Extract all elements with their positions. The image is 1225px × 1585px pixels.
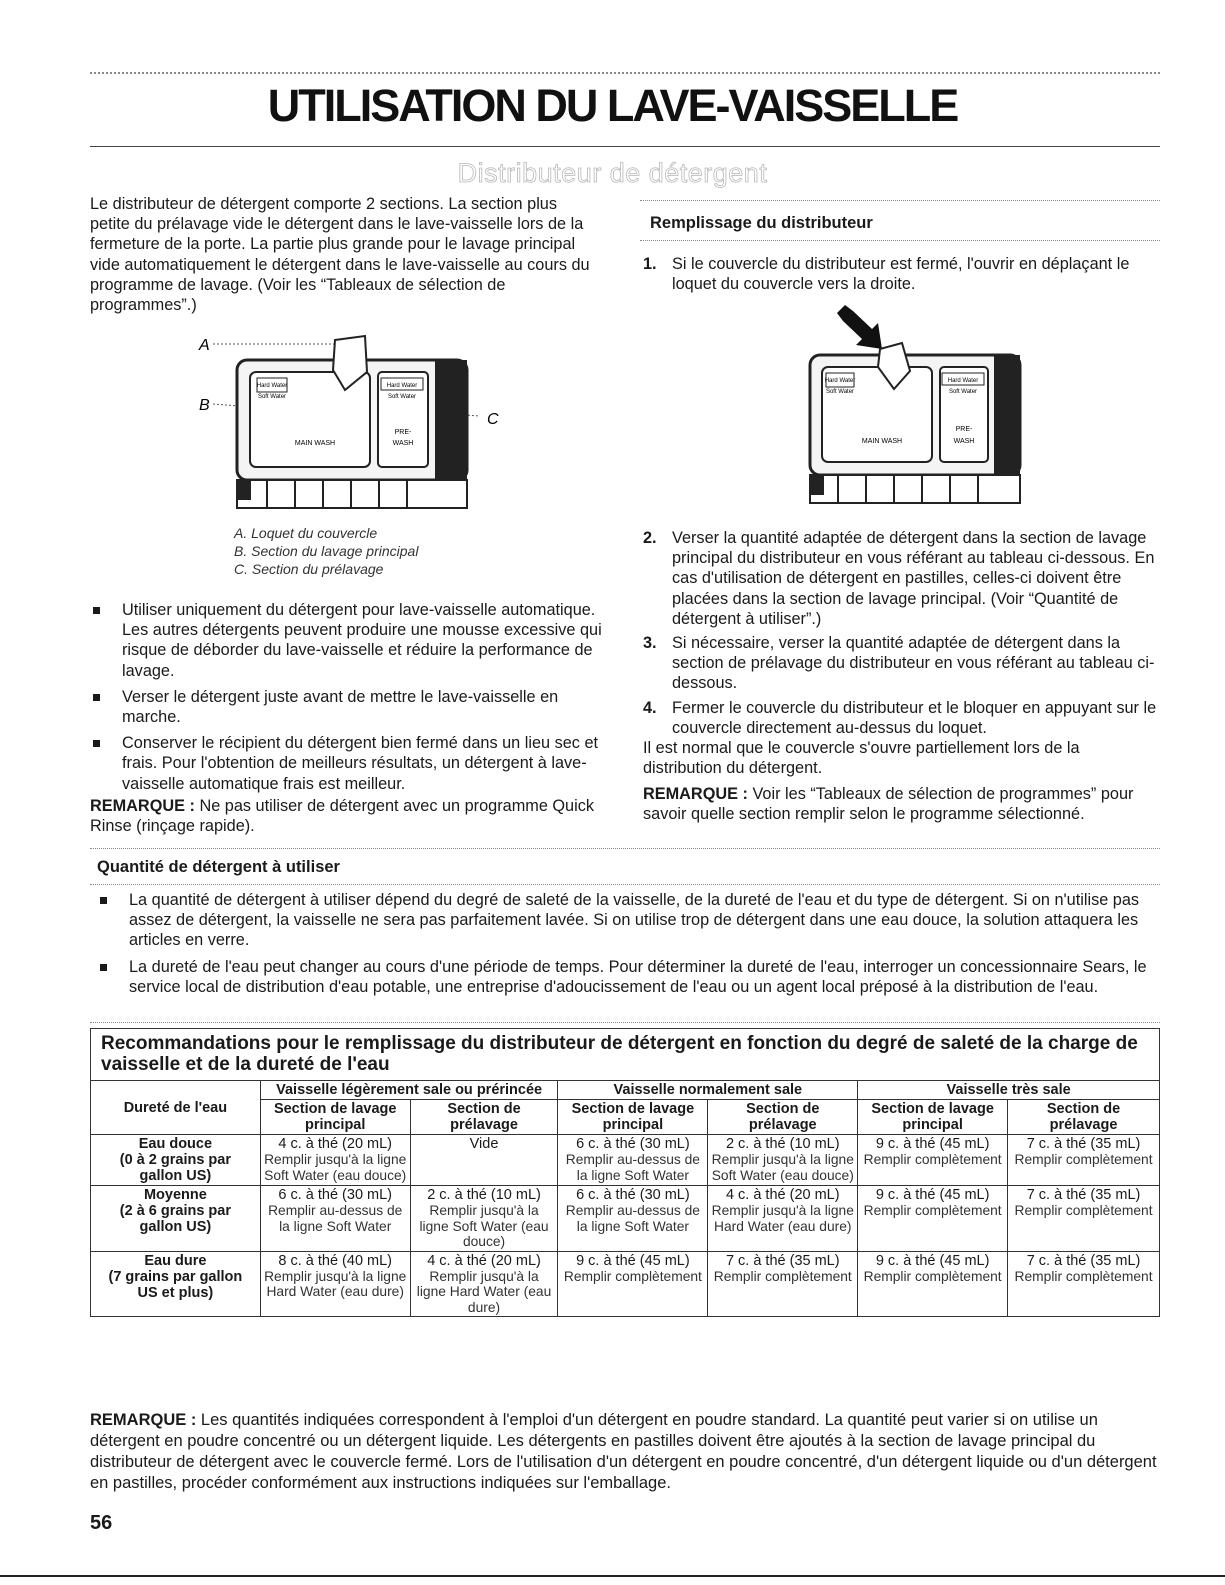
subcol: Section de prélavage: [1008, 1100, 1160, 1135]
list-item: Conserver le récipient du détergent bien fermé dans un lieu sec et frais. Pour l'obtention de meilleurs résultats, un détergent à lave-vaisselle automatique frais est meilleur.: [90, 733, 610, 794]
table-cell: 2 c. à thé (10 mL) Remplir jusqu'à la ligne Soft Water (eau douce): [708, 1135, 858, 1186]
callout-c: C: [487, 411, 499, 428]
note-text: Ne pas utiliser de détergent avec un programme Quick Rinse (rinçage rapide).: [90, 797, 595, 836]
svg-text:Soft Water: Soft Water: [387, 394, 417, 400]
list-item: Verser le détergent juste avant de mettre le lave-vaisselle en marche.: [90, 687, 610, 727]
step-item: 4. Fermer le couvercle du distributeur et le bloquer en appuyant sur le couvercle directement au-dessus du loquet.: [643, 698, 1157, 737]
table-cell: 8 c. à thé (40 mL) Remplir jusqu'à la ligne Hard Water (eau dure): [260, 1251, 410, 1317]
note-label: REMARQUE :: [643, 785, 748, 803]
fill-rule-top: [640, 200, 1160, 201]
quantity-rule-bottom: [90, 884, 1160, 885]
page-title: UTILISATION DU LAVE-VAISSELLE: [267, 80, 958, 131]
table-cell: 6 c. à thé (30 mL) Remplir au-dessus de la ligne Soft Water: [558, 1135, 708, 1186]
svg-text:PRE-: PRE-: [955, 426, 973, 433]
quantity-rule-top: [90, 848, 1160, 849]
table-cell: 7 c. à thé (35 mL) Remplir complètement: [708, 1251, 858, 1317]
fill-note: [643, 784, 1148, 824]
top-dotted-rule: [90, 72, 1160, 74]
svg-text:Hard Water: Hard Water: [824, 378, 856, 384]
row-header: Eau dure (7 grains par gallon US et plus): [91, 1251, 261, 1317]
svg-text:Soft Water: Soft Water: [948, 389, 978, 395]
caption-a: A. Loquet du couvercle: [234, 525, 378, 541]
svg-text:Hard Water: Hard Water: [947, 378, 979, 384]
svg-text:Hard Water: Hard Water: [386, 383, 418, 389]
caption-c: C. Section du prélavage: [234, 561, 384, 577]
table-row: [91, 1135, 1160, 1186]
table-cell: 7 c. à thé (35 mL) Remplir complètement: [1008, 1186, 1160, 1252]
svg-text:MAIN WASH: MAIN WASH: [294, 440, 336, 447]
section-subtitle: Distributeur de détergent: [457, 158, 768, 188]
dispenser-figure-left: [195, 330, 515, 520]
recommendations-title: Recommandations pour le remplissage du distributeur de détergent en fonction du degré de saleté de la charge de vaisselle et de la dureté de l'eau: [90, 1028, 1160, 1080]
table-cell: Vide: [410, 1135, 558, 1186]
quantity-bullets: [97, 890, 1157, 1003]
svg-text:Soft Water: Soft Water: [825, 389, 855, 395]
bottom-note: [90, 1410, 1165, 1494]
table-cell: 6 c. à thé (30 mL) Remplir au-dessus de la ligne Soft Water: [260, 1186, 410, 1252]
title-rule: [90, 146, 1160, 147]
bottom-rule: [0, 1575, 1225, 1577]
group-light: Vaisselle légèrement sale ou prérincée: [260, 1081, 558, 1100]
note-label: REMARQUE :: [90, 797, 195, 815]
step-item: 3. Si nécessaire, verser la quantité adaptée de détergent dans la section de prélavage du distributeur en vous référant au tableau ci-dessous.: [643, 634, 1155, 693]
fill-heading: Remplissage du distributeur: [650, 214, 873, 232]
list-item: Utiliser uniquement du détergent pour lave-vaisselle automatique. Les autres détergents peuvent produire une mousse excessive qui risque de déborder du lave-vaisselle et réduire la performance de lavage.: [90, 600, 610, 681]
table-header-row: [91, 1081, 1160, 1100]
subcol: Section de prélavage: [410, 1100, 558, 1135]
quantity-heading: Quantité de détergent à utiliser: [97, 858, 340, 876]
list-item: La dureté de l'eau peut changer au cours d'une période de temps. Pour déterminer la dureté de l'eau, interroger un concessionnaire Sears, le service local de distribution d'eau potable, une entreprise d'adoucissement de l'eau ou un agent local préposé à la distribution de l'eau.: [97, 957, 1157, 997]
rec-rule-top: [90, 1022, 1160, 1023]
caption-b: B. Section du lavage principal: [234, 543, 419, 559]
table-cell: 2 c. à thé (10 mL) Remplir jusqu'à la ligne Soft Water (eau douce): [410, 1186, 558, 1252]
group-normal: Vaisselle normalement sale: [558, 1081, 858, 1100]
callout-a: A: [199, 337, 210, 354]
col-hardness: Dureté de l'eau: [91, 1081, 261, 1135]
svg-text:MAIN WASH: MAIN WASH: [861, 438, 903, 445]
row-header: Eau douce (0 à 2 grains par gallon US): [91, 1135, 261, 1186]
table-cell: 9 c. à thé (45 mL) Remplir complètement: [858, 1251, 1008, 1317]
step-item: 2. Verser la quantité adaptée de détergent dans la section de lavage principal du distributeur en vous référant au tableau ci-dessous. En cas d'utilisation de détergent en pastilles, celles-ci doivent être placées dans la section de lavage principal. (Voir “Quantité de détergent à utiliser”.): [643, 529, 1155, 628]
normal-note: Il est normal que le couvercle s'ouvre partiellement lors de la distribution du détergent.: [643, 739, 1080, 778]
table-cell: 7 c. à thé (35 mL) Remplir complètement: [1008, 1251, 1160, 1317]
fill-steps-2: [643, 528, 1158, 742]
fill-rule-bottom: [640, 240, 1160, 241]
svg-text:Soft Water: Soft Water: [257, 394, 287, 400]
fill-steps-1: [643, 254, 1158, 298]
table-cell: 4 c. à thé (20 mL) Remplir jusqu'à la ligne Hard Water (eau dure): [410, 1251, 558, 1317]
step-item: 1. Si le couvercle du distributeur est fermé, l'ouvrir en déplaçant le loquet du couvercle vers la droite.: [643, 255, 1130, 294]
svg-text:Hard Water: Hard Water: [256, 383, 288, 389]
callout-b: B: [199, 397, 210, 414]
table-cell: 9 c. à thé (45 mL) Remplir complètement: [858, 1135, 1008, 1186]
list-item: La quantité de détergent à utiliser dépend du degré de saleté de la vaisselle, de la dureté de l'eau et du type de détergent. Si on n'utilise pas assez de détergent, la vaisselle ne sera pas parfaitement lavée. Si on utilise trop de détergent dans une eau douce, la solution attaquera les articles en verre.: [97, 890, 1157, 951]
note-label: REMARQUE :: [90, 1411, 197, 1429]
table-cell: 4 c. à thé (20 mL) Remplir jusqu'à la ligne Hard Water (eau dure): [708, 1186, 858, 1252]
table-cell: 7 c. à thé (35 mL) Remplir complètement: [1008, 1135, 1160, 1186]
subcol: Section de lavage principal: [260, 1100, 410, 1135]
svg-text:PRE-: PRE-: [394, 429, 412, 436]
note-text: Les quantités indiquées correspondent à l'emploi d'un détergent en poudre standard. La quantité peut varier si on utilise un détergent en poudre concentré ou un détergent liquide. Les détergents en pastilles doivent être ajoutés à la section de lavage principal du distributeur de détergent avec le couvercle fermé. Lors de l'utilisation d'un détergent en poudre concentré, d'un détergent liquide ou d'un détergent en pastilles, procéder conformément aux instructions indiquées sur l'emballage.: [90, 1411, 1157, 1492]
left-note: [90, 796, 610, 836]
recommendations-panel: [90, 1022, 1160, 1317]
table-cell: 4 c. à thé (20 mL) Remplir jusqu'à la ligne Soft Water (eau douce): [260, 1135, 410, 1186]
figure-captions: [234, 524, 554, 578]
row-header: Moyenne (2 à 6 grains par gallon US): [91, 1186, 261, 1252]
subcol: Section de lavage principal: [558, 1100, 708, 1135]
note-text: Voir les “Tableaux de sélection de programmes” pour savoir quelle section remplir selon le programme sélectionné.: [643, 785, 1134, 824]
svg-text:WASH: WASH: [392, 440, 414, 447]
recommendations-table: [90, 1080, 1160, 1317]
table-cell: 9 c. à thé (45 mL) Remplir complètement: [858, 1186, 1008, 1252]
table-row: [91, 1251, 1160, 1317]
page-number: 56: [90, 1512, 113, 1534]
table-cell: 6 c. à thé (30 mL) Remplir au-dessus de la ligne Soft Water: [558, 1186, 708, 1252]
svg-text:WASH: WASH: [953, 438, 975, 445]
intro-paragraph: Le distributeur de détergent comporte 2 sections. La section plus petite du prélavage vide le détergent dans le lave-vaisselle lors de la fermeture de la porte. La partie plus grande pour le lavage principal vide automatiquement le détergent dans le lave-vaisselle au cours du programme de lavage. (Voir les “Tableaux de sélection de programmes”.): [90, 195, 590, 315]
table-cell: 9 c. à thé (45 mL) Remplir complètement: [558, 1251, 708, 1317]
group-heavy: Vaisselle très sale: [858, 1081, 1160, 1100]
dispenser-figure-right: [790, 305, 1040, 515]
subcol: Section de lavage principal: [858, 1100, 1008, 1135]
table-row: [91, 1186, 1160, 1252]
left-bullet-list: [90, 600, 610, 800]
subcol: Section de prélavage: [708, 1100, 858, 1135]
